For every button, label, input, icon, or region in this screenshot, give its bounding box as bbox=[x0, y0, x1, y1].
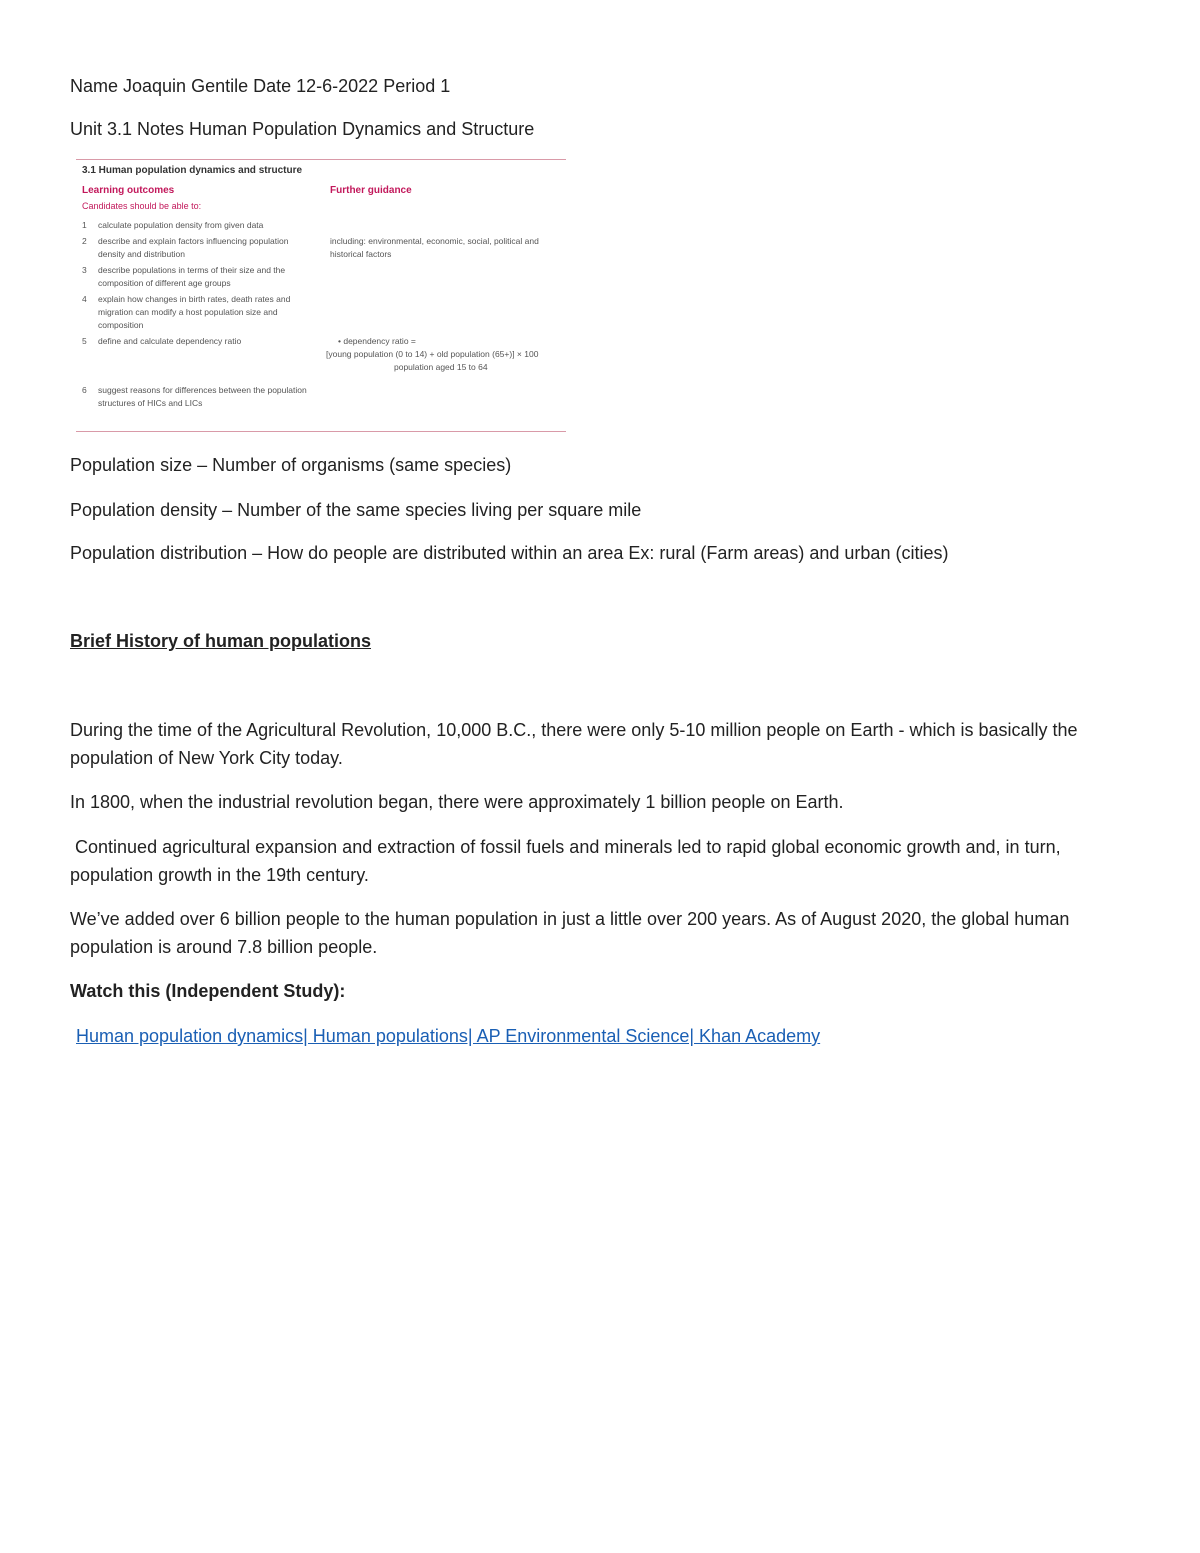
guidance-dependency-bullet: • dependency ratio = bbox=[338, 336, 416, 346]
definition-population-distribution: Population distribution – How do people are distributed within an area Ex: rural (Farm areas) and urban (cities) bbox=[70, 543, 949, 563]
bottom-rule bbox=[76, 431, 566, 432]
guidance-factors: including: environmental, economic, social, political and historical factors bbox=[330, 236, 539, 259]
guidance-dependency-formula: [young population (0 to 14) + old population (65+)] × 100 bbox=[326, 349, 539, 359]
further-guidance-header: Further guidance bbox=[330, 185, 412, 196]
history-paragraph-1: During the time of the Agricultural Revolution, 10,000 B.C., there were only 5-10 million people on Earth - which is basically the population of New York City today. bbox=[70, 720, 1078, 768]
watch-label: Watch this (Independent Study): bbox=[70, 981, 346, 1001]
khan-academy-video-link[interactable]: Human population dynamics| Human populations| AP Environmental Science| Khan Academy bbox=[76, 1026, 821, 1046]
guidance-dependency-denominator: population aged 15 to 64 bbox=[394, 362, 488, 372]
syllabus-section-title: 3.1 Human population dynamics and structure bbox=[82, 165, 303, 176]
history-paragraph-4: We’ve added over 6 billion people to the human population in just a little over 200 years. As of August 2020, the global human population is around 7.8 billion people. bbox=[70, 909, 1070, 957]
history-heading: Brief History of human populations bbox=[70, 631, 372, 651]
candidates-intro: Candidates should be able to: bbox=[82, 201, 202, 211]
learning-outcomes-header: Learning outcomes bbox=[82, 185, 175, 196]
definition-population-size: Population size – Number of organisms (same species) bbox=[70, 455, 512, 475]
name-date-line: Name Joaquin Gentile Date 12-6-2022 Period 1 bbox=[70, 76, 451, 96]
unit-title: Unit 3.1 Notes Human Population Dynamics and Structure bbox=[70, 119, 535, 139]
top-rule bbox=[76, 159, 566, 160]
definition-population-density: Population density – Number of the same species living per square mile bbox=[70, 500, 642, 520]
history-paragraph-3: Continued agricultural expansion and extraction of fossil fuels and minerals led to rapid global economic growth and, in turn, population growth in the 19th century. bbox=[70, 837, 1066, 885]
syllabus-table-image: 3.1 Human population dynamics and structure Learning outcomes Further guidance Candidates should be able to: 1 calculate population density from given data 2 describe and explain factors influencing population density and distribution 3 describe populations in terms of their size and the composition of different age groups 4 explain how changes in birth rates, death rates and migration can modify a host population size and composition 5 define and calculate dependency ratio 6 suggest reasons for differences between the population structures of HICs and LICs including: environmental, economic, social, political and historical factors • dependency ratio = [young population (0 to 14) + old population (65+)] × 100 population aged 15 to 64 bbox=[76, 155, 566, 435]
history-paragraph-2: In 1800, when the industrial revolution began, there were approximately 1 billion people on Earth. bbox=[70, 792, 844, 812]
